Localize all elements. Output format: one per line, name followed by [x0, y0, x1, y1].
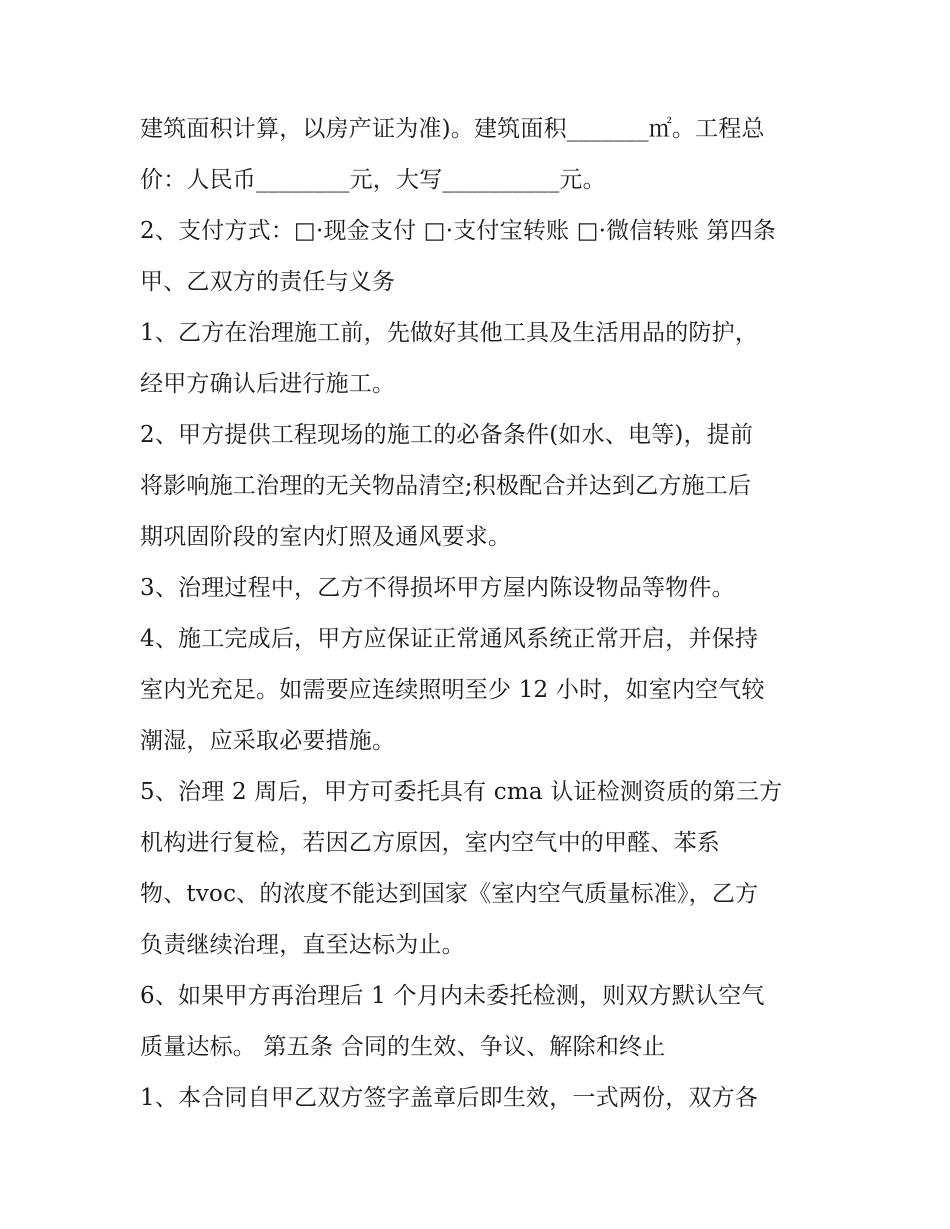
text-line: 1、本合同自甲乙双方签字盖章后即生效，一式两份，双方各	[140, 1085, 759, 1111]
text-line: 建筑面积计算，以房产证为准)。建筑面积_______㎡。工程总	[140, 116, 765, 142]
text-line: 1、乙方在治理施工前，先做好其他工具及生活用品的防护，	[140, 320, 759, 346]
text-line: 6、如果甲方再治理后 1 个月内未委托检测，则双方默认空气	[140, 983, 765, 1009]
text-line: 3、治理过程中，乙方不得损坏甲方屋内陈设物品等物件。	[140, 575, 735, 601]
text-line: 经甲方确认后进行施工。	[140, 371, 396, 397]
text-line: 潮湿，应采取必要措施。	[140, 728, 396, 754]
text-line: 质量达标。 第五条 合同的生效、争议、解除和终止	[140, 1034, 666, 1060]
text-line: 2、甲方提供工程现场的施工的必备条件(如水、电等)，提前	[140, 422, 754, 448]
text-line: 负责继续治理，直至达标为止。	[140, 932, 465, 958]
text-line: 机构进行复检，若因乙方原因，室内空气中的甲醛、苯系	[140, 830, 720, 856]
text-line: 2、支付方式：□·现金支付 □·支付宝转账 □·微信转账 第四条	[140, 218, 777, 244]
document-body	[140, 104, 820, 1124]
text-line: 将影响施工治理的无关物品清空;积极配合并达到乙方施工后	[140, 473, 752, 499]
text-line: 价：人民币________元，大写__________元。	[140, 167, 606, 193]
text-line: 期巩固阶段的室内灯照及通风要求。	[140, 524, 512, 550]
text-line: 室内光充足。如需要应连续照明至少 12 小时，如室内空气较	[140, 677, 765, 703]
text-line: 甲、乙双方的责任与义务	[140, 269, 396, 295]
text-line: 4、施工完成后，甲方应保证正常通风系统正常开启，并保持	[140, 626, 759, 652]
text-line: 5、治理 2 周后，甲方可委托具有 cma 认证检测资质的第三方	[140, 779, 783, 805]
text-line: 物、tvoc、的浓度不能达到国家《室内空气质量标准》，乙方	[140, 881, 759, 907]
